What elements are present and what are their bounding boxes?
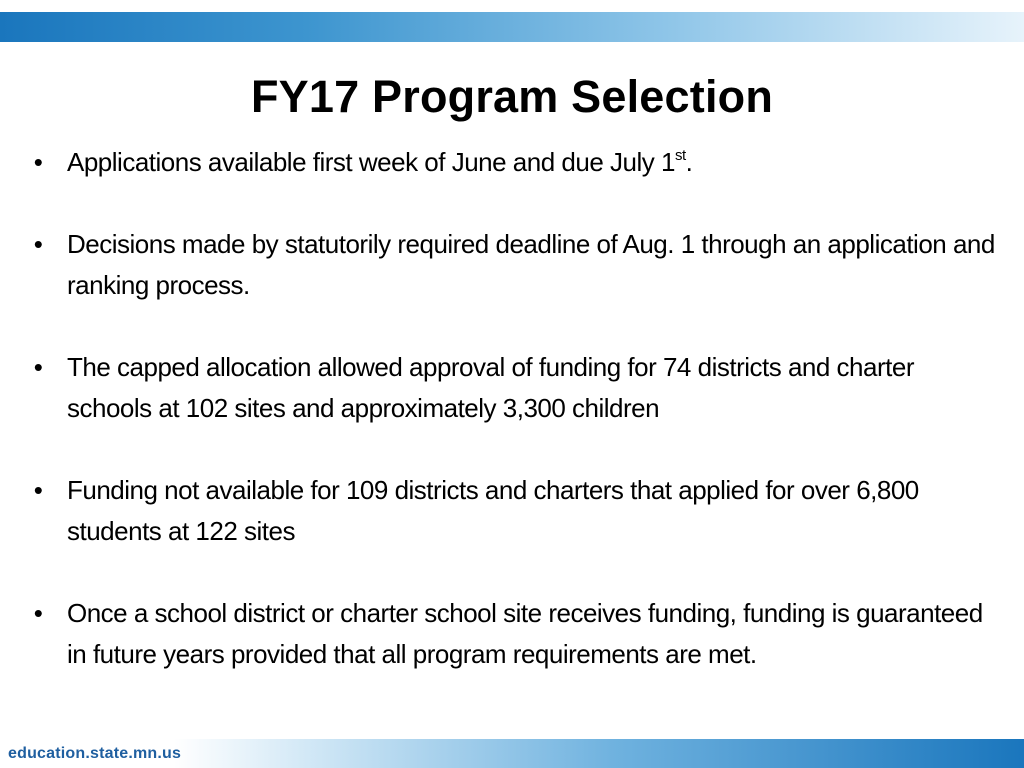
- bullet-text: Decisions made by statutorily required deadline of Aug. 1 through an application and ranking process.: [67, 229, 995, 300]
- bullet-item-capped-allocation: [26, 347, 1001, 429]
- bullet-text: The capped allocation allowed approval of funding for 74 districts and charter schools at 102 sites and approximately 3,300 children: [67, 352, 914, 423]
- bullet-item-funding-guaranteed: [26, 593, 1001, 675]
- footer-url: education.state.mn.us: [8, 745, 182, 762]
- bullet-dot-icon: [28, 142, 48, 183]
- bullet-dot-icon: [28, 224, 48, 265]
- bullet-text: Funding not available for 109 districts and charters that applied for over 6,800 students at 122 sites: [67, 475, 919, 546]
- bullet-item-funding-not-available: [26, 470, 1001, 552]
- bullet-dot-icon: [28, 593, 48, 634]
- slide-title: FY17 Program Selection: [250, 71, 774, 122]
- bullet-dot-icon: [28, 347, 48, 388]
- bullet-list: [26, 142, 1001, 675]
- bullet-text: Applications available first week of June and due July 1: [67, 147, 675, 177]
- bullet-text-end: .: [685, 147, 693, 177]
- bullet-text: Once a school district or charter school site receives funding, funding is guaranteed in future years provided that all program requirements are met.: [67, 598, 983, 669]
- bullet-item-decisions: [26, 224, 1001, 306]
- bullet-item-applications: [26, 142, 1001, 183]
- bullet-dot-icon: [28, 470, 48, 511]
- header-gradient-band: [0, 12, 1024, 42]
- bullet-superscript: st: [674, 147, 686, 164]
